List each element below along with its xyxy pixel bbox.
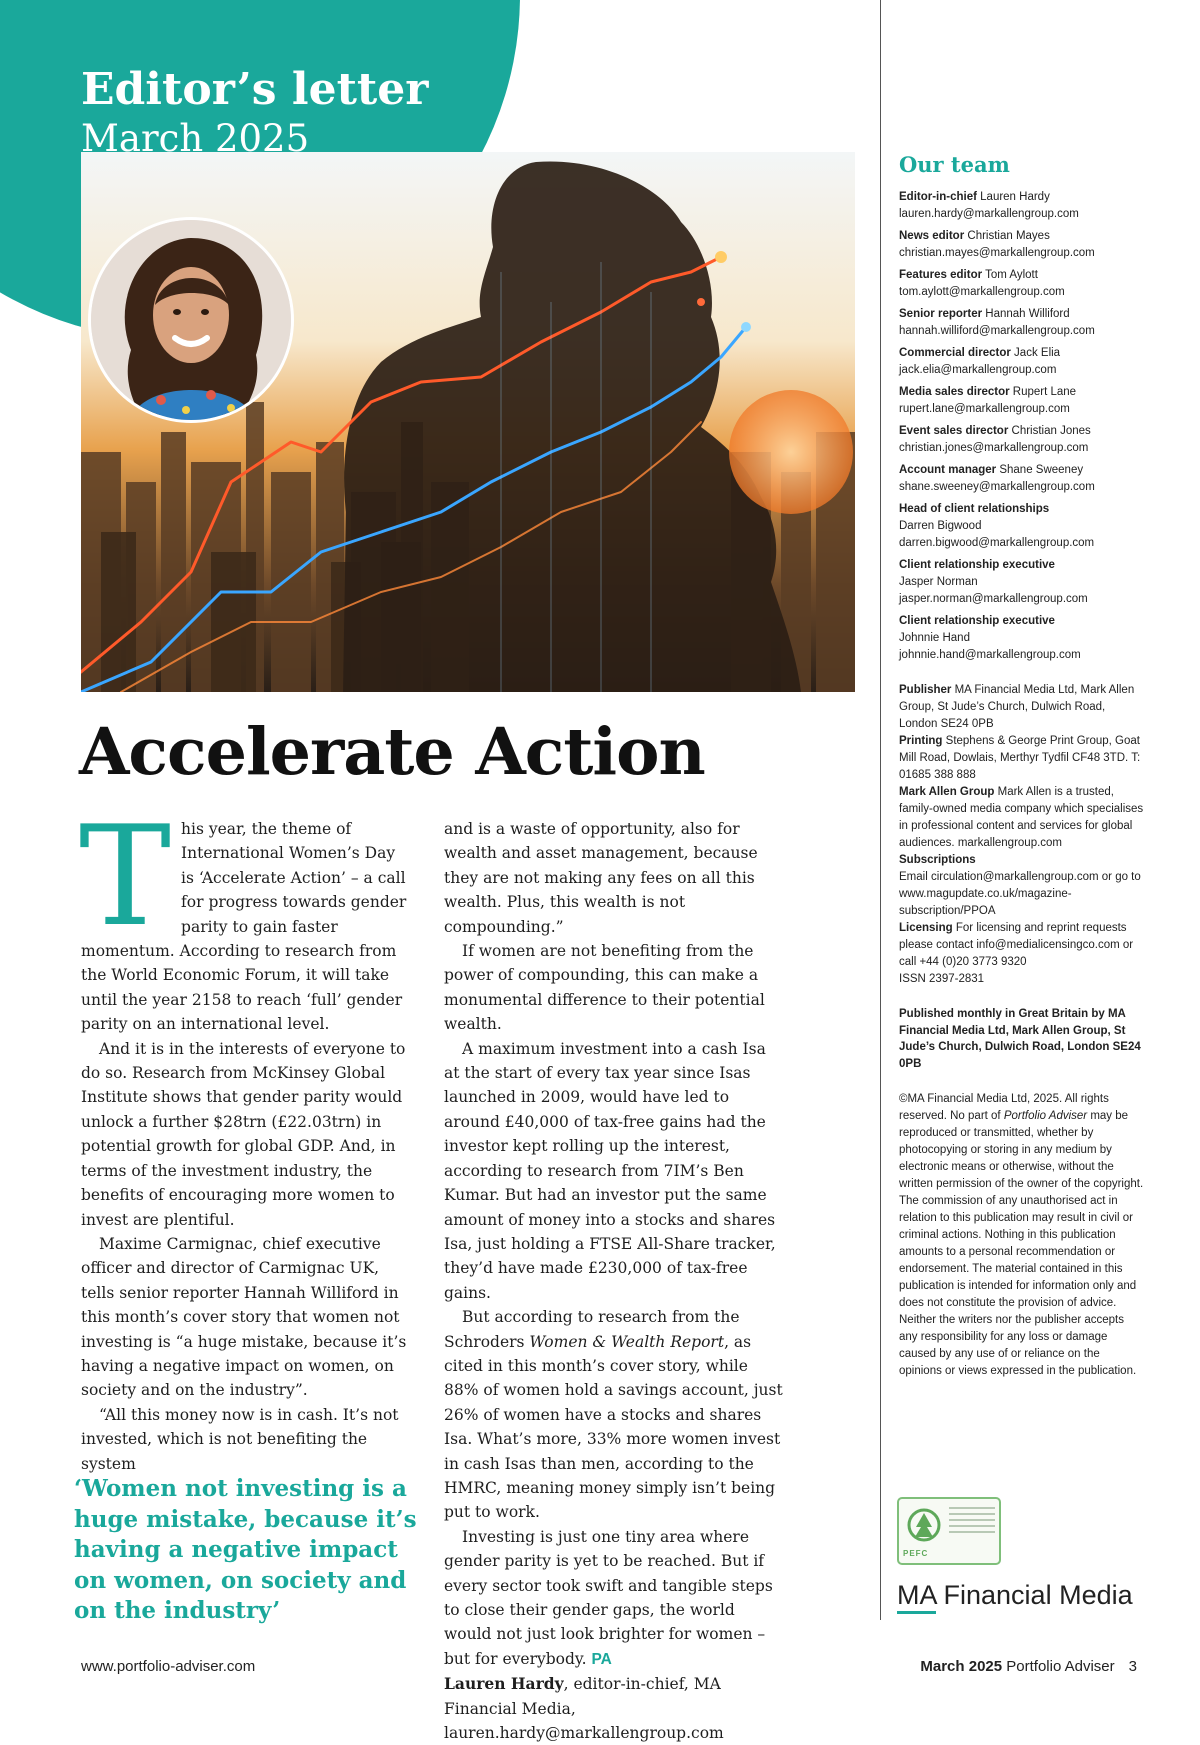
article-paragraph: If women are not benefiting from the power of compounding, this can make a monumental difference to their potential wealth. <box>444 942 765 1034</box>
team-role: Client relationship executive <box>899 615 1055 627</box>
team-email[interactable]: darren.bigwood@markallengroup.com <box>899 537 1095 549</box>
pefc-fine-print <box>949 1507 995 1537</box>
team-email[interactable]: lauren.hardy@markallengroup.com <box>899 208 1079 220</box>
pull-quote: ‘Women not investing is a huge mistake, because it’s having a negative impact on women, on society and on the industry’ <box>74 1475 417 1624</box>
team-member-line <box>899 462 1144 479</box>
masthead-sidebar <box>899 152 1144 1380</box>
team-name: Darren Bigwood <box>899 520 982 532</box>
licensing-text: For licensing and reprint requests please contact info@medialicensingco.com or call +44 (0)20 3773 9320 <box>899 922 1134 968</box>
team-email[interactable]: johnnie.hand@markallengroup.com <box>899 649 1081 661</box>
legal-notice <box>899 1091 1144 1380</box>
team-role: Head of client relationships <box>899 503 1050 515</box>
article-paragraph: A maximum investment into a cash Isa at the start of every tax year since Isas launched in 2009, would have led to around £40,000 of tax-free gains had the investor kept rolling up the interest, according to research from 7IM’s Ben Kumar. But had an investor put the same amount of money into a stocks and shares Isa, just holding a FTSE All-Share tracker, they’d have made £230,000 of tax-free gains. <box>444 1039 776 1302</box>
footer-url[interactable]: www.portfolio-adviser.com <box>81 1658 256 1675</box>
team-member-line <box>899 228 1144 245</box>
team-member <box>899 557 1144 608</box>
team-member <box>899 613 1144 664</box>
team-member <box>899 384 1144 418</box>
paragraph-text: But according to research from the Schroders <box>444 1308 740 1351</box>
team-name: Tom Aylott <box>982 269 1038 281</box>
footer-issue <box>920 1657 1137 1677</box>
footer-date: March 2025 <box>920 1658 1003 1675</box>
team-name: Hannah Williford <box>982 308 1070 320</box>
article-column-2 <box>444 817 784 1745</box>
article-paragraph: his year, the theme of International Women’s Day is ‘Accelerate Action’ – a call for progress towards gender parity to gain faster momentum. According to research from the World Economic Forum, it will take until the year 2158 to reach ‘full’ gender parity on an international level. <box>81 820 407 1034</box>
pefc-label: PEFC <box>903 1549 929 1558</box>
team-name-line <box>899 518 1144 535</box>
published-statement: Published monthly in Great Britain by MA Financial Media Ltd, Mark Allen Group, St Jude’s Church, Dulwich Road, London SE24 0PB <box>899 1008 1141 1070</box>
team-name: Johnnie Hand <box>899 632 970 644</box>
team-email[interactable]: shane.sweeney@markallengroup.com <box>899 481 1095 493</box>
team-member <box>899 501 1144 552</box>
section-title: Editor’s letter <box>81 64 429 115</box>
team-member-line <box>899 557 1144 574</box>
team-member-line <box>899 306 1144 323</box>
signoff-name: Lauren Hardy <box>444 1674 564 1694</box>
team-email[interactable]: rupert.lane@markallengroup.com <box>899 403 1070 415</box>
team-member <box>899 306 1144 340</box>
pefc-tree-icon <box>905 1505 943 1555</box>
paragraph-text: Investing is just one tiny area where gender parity is yet to be reached. But if every sector took swift and tangible steps to close their gender gaps, the world would not just look brighter for women – but for everybody. <box>444 1527 773 1668</box>
subscriptions-label: Subscriptions <box>899 854 976 866</box>
signoff <box>444 1672 784 1745</box>
printing-label: Printing <box>899 735 943 747</box>
article-paragraph: Maxime Carmignac, chief executive officer and director of Carmignac UK, tells senior reporter Hannah Williford in this month’s cover story that women not investing is “a huge mistake, because it’s having a negative impact on women, on society and on the industry”. <box>81 1234 407 1400</box>
team-member-line <box>899 384 1144 401</box>
article-paragraph <box>444 1525 784 1672</box>
team-email[interactable]: hannah.williford@markallengroup.com <box>899 325 1095 337</box>
logo-ma: MA <box>897 1580 936 1614</box>
publisher-label: Publisher <box>899 684 952 696</box>
team-name: Shane Sweeney <box>996 464 1084 476</box>
editor-portrait <box>88 217 294 423</box>
drop-cap: T <box>79 796 172 957</box>
end-mark: PA <box>591 1650 612 1668</box>
team-name: Rupert Lane <box>1009 386 1077 398</box>
team-member-line <box>899 501 1144 518</box>
team-member <box>899 228 1144 262</box>
team-role: News editor <box>899 230 965 242</box>
team-member-line <box>899 267 1144 284</box>
team-email[interactable]: christian.jones@markallengroup.com <box>899 442 1089 454</box>
team-email[interactable]: jasper.norman@markallengroup.com <box>899 593 1088 605</box>
team-member-line <box>899 189 1144 206</box>
team-member-line <box>899 345 1144 362</box>
team-email[interactable]: jack.elia@markallengroup.com <box>899 364 1057 376</box>
article-paragraph <box>444 1305 784 1525</box>
article-paragraph: and is a waste of opportunity, also for wealth and asset management, because they are not making any fees on all this wealth. Plus, this wealth is not compounding.” <box>444 820 758 936</box>
team-name: Lauren Hardy <box>976 191 1050 203</box>
page-number: 3 <box>1128 1658 1137 1675</box>
team-name: Christian Jones <box>1008 425 1091 437</box>
team-role: Commercial director <box>899 347 1011 359</box>
subscriptions-text: Email circulation@markallengroup.com or go to www.magupdate.co.uk/magazine-subscription/PPOA <box>899 871 1141 917</box>
ma-financial-media-logo <box>897 1578 1133 1612</box>
team-role: Editor-in-chief <box>899 191 977 203</box>
pefc-certification-logo <box>897 1497 1001 1565</box>
team-email[interactable]: christian.mayes@markallengroup.com <box>899 247 1095 259</box>
team-role: Event sales director <box>899 425 1009 437</box>
article-paragraph: And it is in the interests of everyone to do so. Research from McKinsey Global Institute shows that gender parity would unlock a further $28trn (£22.03trn) in potential growth for global GDP. And, in terms of the investment industry, the benefits of encouraging more women to invest are plentiful. <box>81 1039 406 1229</box>
column-divider <box>880 0 881 1620</box>
team-member <box>899 462 1144 496</box>
publisher-text: MA Financial Media Ltd, Mark Allen Group, St Jude’s Church, Dulwich Road, London SE24 0PB <box>899 684 1135 730</box>
team-role: Client relationship executive <box>899 559 1055 571</box>
magazine-name: Portfolio Adviser <box>1003 1110 1088 1122</box>
issn: ISSN 2397-2831 <box>899 973 985 985</box>
team-email[interactable]: tom.aylott@markallengroup.com <box>899 286 1065 298</box>
group-label: Mark Allen Group <box>899 786 995 798</box>
team-name: Jasper Norman <box>899 576 978 588</box>
report-title: Women & Wealth Report <box>529 1332 725 1351</box>
team-list <box>899 189 1144 664</box>
team-name-line <box>899 574 1144 591</box>
issue-date: March 2025 <box>81 117 310 160</box>
team-heading: Our team <box>899 152 1010 177</box>
team-role: Media sales director <box>899 386 1010 398</box>
team-role: Senior reporter <box>899 308 983 320</box>
publisher-info <box>899 682 1144 988</box>
team-name: Christian Mayes <box>964 230 1050 242</box>
article-headline: Accelerate Action <box>79 714 705 790</box>
team-name-line <box>899 630 1144 647</box>
team-member-line <box>899 423 1144 440</box>
article-column-1 <box>79 796 411 1476</box>
team-member-line <box>899 613 1144 630</box>
printing-text: Stephens & George Print Group, Goat Mill Road, Dowlais, Merthyr Tydfil CF48 3TD. T: 01685 388 888 <box>899 735 1141 781</box>
article-paragraph: “All this money now is in cash. It’s not invested, which is not benefiting the system <box>81 1405 399 1473</box>
legal-text: ©MA Financial Media Ltd, 2025. All rights reserved. No part of <box>899 1093 1109 1122</box>
team-role: Account manager <box>899 464 997 476</box>
team-member <box>899 267 1144 301</box>
licensing-label: Licensing <box>899 922 953 934</box>
team-member <box>899 189 1144 223</box>
team-member <box>899 423 1144 457</box>
group-text: Mark Allen is a trusted, family-owned media company which specialises in professional content and services for global audiences. markallengroup.com <box>899 786 1144 849</box>
team-name: Jack Elia <box>1010 347 1061 359</box>
footer-magazine: Portfolio Adviser <box>1002 1658 1115 1675</box>
team-member <box>899 345 1144 379</box>
signoff-details: , editor-in-chief, MA Financial Media, lauren.hardy@markallengroup.com <box>444 1675 724 1743</box>
logo-text: Financial Media <box>936 1580 1133 1610</box>
team-role: Features editor <box>899 269 983 281</box>
paragraph-text: , as cited in this month’s cover story, while 88% of women hold a savings account, just 26% of women have a stocks and shares Isa. What’s more, 33% more women invest in cash Isas than men, according to the HMRC, meaning money simply isn’t being put to work. <box>444 1332 783 1522</box>
legal-text: may be reproduced or transmitted, whether by photocopying or storing in any medium by electronic means or otherwise, without the written permission of the owner of the copyright. The commission of any unauthorised act in relation to this publication may result in civil or criminal actions. Nothing in this publication amounts to a personal recommendation or endorsement. The material contained in this publication is intended for information only and does not constitute the provision of advice. Neither the writers nor the publisher accepts any responsibility for any loss or damage caused by any use of or reliance on the opinions or views expressed in the publication. <box>899 1110 1144 1377</box>
